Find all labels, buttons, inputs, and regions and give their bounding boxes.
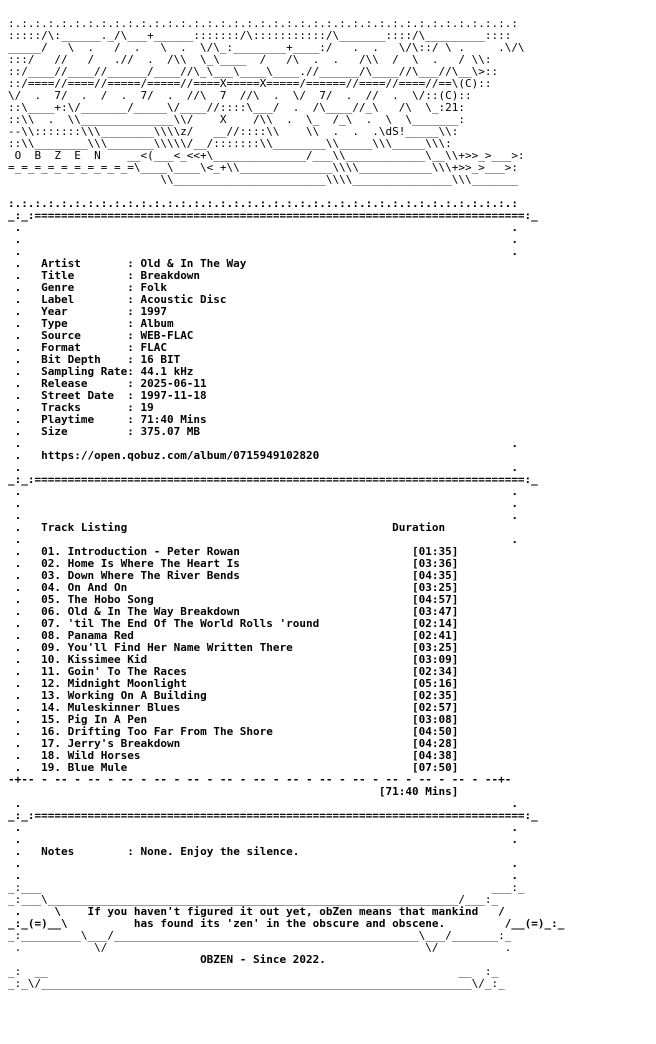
release-field-type-value: Album [140, 317, 174, 330]
release-field-year-prefix: . Year : [8, 305, 141, 318]
track-row: . 06. Old & In The Way Breakdown [03:47] [8, 605, 459, 618]
release-url-prefix: . [8, 449, 42, 462]
frame-line: . . [8, 833, 518, 846]
track-title: Introduction - Peter Rowan [67, 545, 240, 558]
release-field-sampling-rate-value: 44.1 kHz [140, 365, 194, 378]
release-field-release-value: 2025-06-11 [140, 377, 207, 390]
track-number: 09. [41, 641, 61, 654]
track-number: 02. [41, 557, 61, 570]
banner-art-line: \\_______________________\\\\_______________\\\_______ [8, 173, 518, 186]
release-field-format-value: FLAC [140, 341, 167, 354]
tracklist-heading: Track Listing [41, 521, 128, 534]
track-number: 19. [41, 761, 61, 774]
track-duration: [02:57] [412, 701, 459, 714]
track-title: Jerry's Breakdown [67, 737, 181, 750]
track-row: . 14. Muleskinner Blues [02:57] [8, 701, 459, 714]
track-duration: [02:41] [412, 629, 459, 642]
release-field-size-prefix: . Size : [8, 425, 141, 438]
footer-art: _:_________\___/______________________________________________\___/_______:_ [8, 929, 512, 942]
frame-line: . . [8, 857, 518, 870]
track-number: 05. [41, 593, 61, 606]
release-field-artist-value: Old & In The Way [140, 257, 247, 270]
track-row: . 18. Wild Horses [04:38] [8, 749, 459, 762]
track-duration: [03:25] [412, 581, 459, 594]
track-number: 10. [41, 653, 61, 666]
track-number: 06. [41, 605, 61, 618]
banner-art-line: \/ . 7/ . / . 7/ . //\ 7 //\ . \/ 7/ . // . \/::(C):: [8, 89, 472, 102]
track-row: . 19. Blue Mule [07:50] [8, 761, 459, 774]
track-row: . 13. Working On A Building [02:35] [8, 689, 459, 702]
track-number: 18. [41, 749, 61, 762]
banner-art-line: ::\\ . \\______________\\/ X /\\ . \_ /_\ . \ \_______: [8, 113, 465, 126]
release-field-genre-prefix: . Genre : [8, 281, 141, 294]
track-duration: [01:35] [412, 545, 459, 558]
footer-signature: OBZEN - Since 2022. [200, 953, 326, 966]
track-duration: [04:35] [412, 569, 459, 582]
track-row: . 16. Drifting Too Far From The Shore [04:50] [8, 725, 459, 738]
footer-art: _:___ ___:_ [8, 881, 525, 894]
track-title: Midnight Moonlight [67, 677, 187, 690]
track-number: 11. [41, 665, 61, 678]
track-duration: [03:36] [412, 557, 459, 570]
footer-line-2: _:_(=)__\ has found its 'zen' in the obscure and obscene. /__(=)_:_ [8, 917, 565, 930]
track-duration: [04:38] [412, 749, 459, 762]
track-duration: [05:16] [412, 677, 459, 690]
banner-art-line: ::\____+:\/_______/_____\/____//::::\___/ . /\____//_\ /\ \_:21: [8, 101, 465, 114]
track-title: Old & In The Way Breakdown [67, 605, 240, 618]
release-field-bit-depth-prefix: . Bit Depth : [8, 353, 141, 366]
frame-line: . . [8, 233, 518, 246]
track-duration: [07:50] [412, 761, 459, 774]
release-field-artist-prefix: . Artist : [8, 257, 141, 270]
track-duration: [02:35] [412, 689, 459, 702]
track-title: Panama Red [67, 629, 134, 642]
release-url-value: https://open.qobuz.com/album/0715949102820 [41, 449, 320, 462]
frame-line: . . [8, 869, 518, 882]
track-number: 13. [41, 689, 61, 702]
track-title: Drifting Too Far From The Shore [67, 725, 273, 738]
track-row: . 11. Goin' To The Races [02:34] [8, 665, 459, 678]
release-field-playtime-value: 71:40 Mins [140, 413, 207, 426]
total-playtime: [71:40 Mins] [378, 785, 459, 798]
footer-art: . \/ \/ . [8, 941, 512, 954]
track-row: . 05. The Hobo Song [04:57] [8, 593, 459, 606]
track-number: 04. [41, 581, 61, 594]
release-field-title-prefix: . Title : [8, 269, 141, 282]
footer-slogan-2: has found its 'zen' in the obscure and obscene. [133, 917, 446, 930]
track-title: Working On A Building [67, 689, 207, 702]
banner-art-line: _____/ \ . / . \ . \/\_:________+____:/ . . \/\::/ \ . .\/\ [8, 41, 525, 54]
section-rule: _:_:==========================================================================:_ [8, 209, 538, 222]
notes-label: Notes [41, 845, 75, 858]
release-field-bit-depth-value: 16 BIT [140, 353, 181, 366]
frame-line: . . [8, 533, 518, 546]
track-number: 12. [41, 677, 61, 690]
banner-art-line: :::::/\:______._/\___+______:::::::/\:::::::::::/\_______::::/\_________:::: [8, 29, 512, 42]
frame-line: . . [8, 221, 518, 234]
track-title: Kissimee Kid [67, 653, 148, 666]
track-title: Muleskinner Blues [67, 701, 181, 714]
track-row: . 02. Home Is Where The Heart Is [03:36] [8, 557, 459, 570]
track-duration: [04:28] [412, 737, 459, 750]
footer-line-1: . \ If you haven't figured it out yet, obZen means that mankind / [8, 905, 505, 918]
track-row: . 10. Kissimee Kid [03:09] [8, 653, 459, 666]
release-field-street-date-prefix: . Street Date : [8, 389, 141, 402]
track-duration: [03:08] [412, 713, 459, 726]
release-field-source-value: WEB-FLAC [140, 329, 194, 342]
track-title: Blue Mule [67, 761, 128, 774]
frame-line: . . [8, 497, 518, 510]
release-field-label-prefix: . Label : [8, 293, 141, 306]
track-number: 08. [41, 629, 61, 642]
release-field-genre-value: Folk [140, 281, 167, 294]
banner-art-line: ::/____//____//______/____//\_\___\____\____.//______/\____//\___//\__\>:: [8, 65, 499, 78]
track-title: Pig In A Pen [67, 713, 148, 726]
notes-text: None. Enjoy the silence. [140, 845, 300, 858]
section-border: :.:.:.:.:.:.:.:.:.:.:.:.:.:.:.:.:.:.:.:.:.:.:.:.:.:.:.:.:.:.:.:.:.:.:.:.:.:.: [8, 197, 518, 210]
frame-line: . . [8, 485, 518, 498]
release-field-format-prefix: . Format : [8, 341, 141, 354]
track-number: 16. [41, 725, 61, 738]
notes-line: . Notes : None. Enjoy the silence. [8, 845, 300, 858]
track-duration: [02:14] [412, 617, 459, 630]
banner-art-line: :.:.:.:.:.:.:.:.:.:.:.:.:.:.:.:.:.:.:.:.:.:.:.:.:.:.:.:.:.:.:.:.:.:.:.:.:.:.: [8, 17, 518, 30]
banner-art-line: :::/ // / .// . /\\ \_\____ / /\ . . /\\ / \ . / \\: [8, 53, 492, 66]
track-number: 15. [41, 713, 61, 726]
release-field-title-value: Breakdown [140, 269, 201, 282]
banner-art-line: O B Z E N __<(___<_<<+\______________/___\\____________\__\\+>>_>___>: [8, 149, 525, 162]
nfo-document [8, 18, 648, 990]
track-number: 01. [41, 545, 61, 558]
section-rule: _:_:==========================================================================:_ [8, 473, 538, 486]
footer-art: _:_\/_________________________________________________________________\/_:_ [8, 977, 505, 990]
banner-art-line: =_=_=_=_=_=_=_=_=_=\____\____\<_+\\______________\\\\___________\\\+>>_>___>: [8, 161, 518, 174]
release-field-street-date-value: 1997-11-18 [140, 389, 207, 402]
track-title: Home Is Where The Heart Is [67, 557, 240, 570]
track-title: You'll Find Her Name Written There [67, 641, 293, 654]
release-field-type-prefix: . Type : [8, 317, 141, 330]
banner-art-line: ::/====//====//=====/=====//====X=====X=====/======//====//====//==\(C):: [8, 77, 492, 90]
track-row: . 08. Panama Red [02:41] [8, 629, 459, 642]
track-duration: [04:50] [412, 725, 459, 738]
frame-line: . . [8, 245, 518, 258]
frame-line: . . [8, 797, 518, 810]
track-duration: [02:34] [412, 665, 459, 678]
release-field-sampling-rate-prefix: . Sampling Rate: [8, 365, 141, 378]
frame-line: . . [8, 821, 518, 834]
footer-art: _:___\______________________________________________________________/___:_ [8, 893, 499, 906]
track-number: 14. [41, 701, 61, 714]
track-row: . 17. Jerry's Breakdown [04:28] [8, 737, 459, 750]
track-title: Wild Horses [67, 749, 141, 762]
banner-art-line: ::\\________\\\_______\\\\\/__/:::::::\\________\\_____\\\_____\\\: [8, 137, 452, 150]
footer-slogan-1: If you haven't figured it out yet, obZen means that mankind [87, 905, 479, 918]
track-row: . 15. Pig In A Pen [03:08] [8, 713, 459, 726]
release-field-tracks-prefix: . Tracks : [8, 401, 141, 414]
track-row: . 04. On And On [03:25] [8, 581, 459, 594]
track-row: . 07. 'til The End Of The World Rolls 'round [02:14] [8, 617, 459, 630]
track-title: The Hobo Song [67, 593, 154, 606]
release-field-release-prefix: . Release : [8, 377, 141, 390]
track-duration: [03:25] [412, 641, 459, 654]
release-field-playtime-prefix: . Playtime : [8, 413, 141, 426]
release-field-tracks-value: 19 [140, 401, 154, 414]
track-duration: [04:57] [412, 593, 459, 606]
track-duration: [03:47] [412, 605, 459, 618]
track-row: . 03. Down Where The River Bends [04:35] [8, 569, 459, 582]
tracklist-header: . Track Listing Duration [8, 521, 446, 534]
track-number: 03. [41, 569, 61, 582]
footer-art: _: __ __ :_ [8, 965, 499, 978]
track-row: . 09. You'll Find Her Name Written There [03:25] [8, 641, 459, 654]
track-row: . 01. Introduction - Peter Rowan [01:35] [8, 545, 459, 558]
release-field-year-value: 1997 [140, 305, 167, 318]
track-number: 07. [41, 617, 61, 630]
track-title: Goin' To The Races [67, 665, 187, 678]
track-duration: [03:09] [412, 653, 459, 666]
track-title: 'til The End Of The World Rolls 'round [67, 617, 320, 630]
section-rule: _:_:==========================================================================:_ [8, 809, 538, 822]
frame-line: . . [8, 509, 518, 522]
track-title: Down Where The River Bends [67, 569, 240, 582]
section-dash: -+-- - -- - -- - -- - -- - -- - -- - -- - -- - -- - -- - -- - -- - -- - --+- [8, 773, 512, 786]
duration-heading: Duration [392, 521, 446, 534]
track-number: 17. [41, 737, 61, 750]
release-field-label-value: Acoustic Disc [140, 293, 227, 306]
track-row: . 12. Midnight Moonlight [05:16] [8, 677, 459, 690]
release-field-source-prefix: . Source : [8, 329, 141, 342]
banner-art-line: --\\:::::::\\\________\\\\z/ __//::::\\ \\ . . .\dS!_____\\: [8, 125, 459, 138]
release-field-size-value: 375.07 MB [140, 425, 201, 438]
track-title: On And On [67, 581, 128, 594]
frame-line: . . [8, 437, 518, 450]
frame-line: . . [8, 461, 518, 474]
